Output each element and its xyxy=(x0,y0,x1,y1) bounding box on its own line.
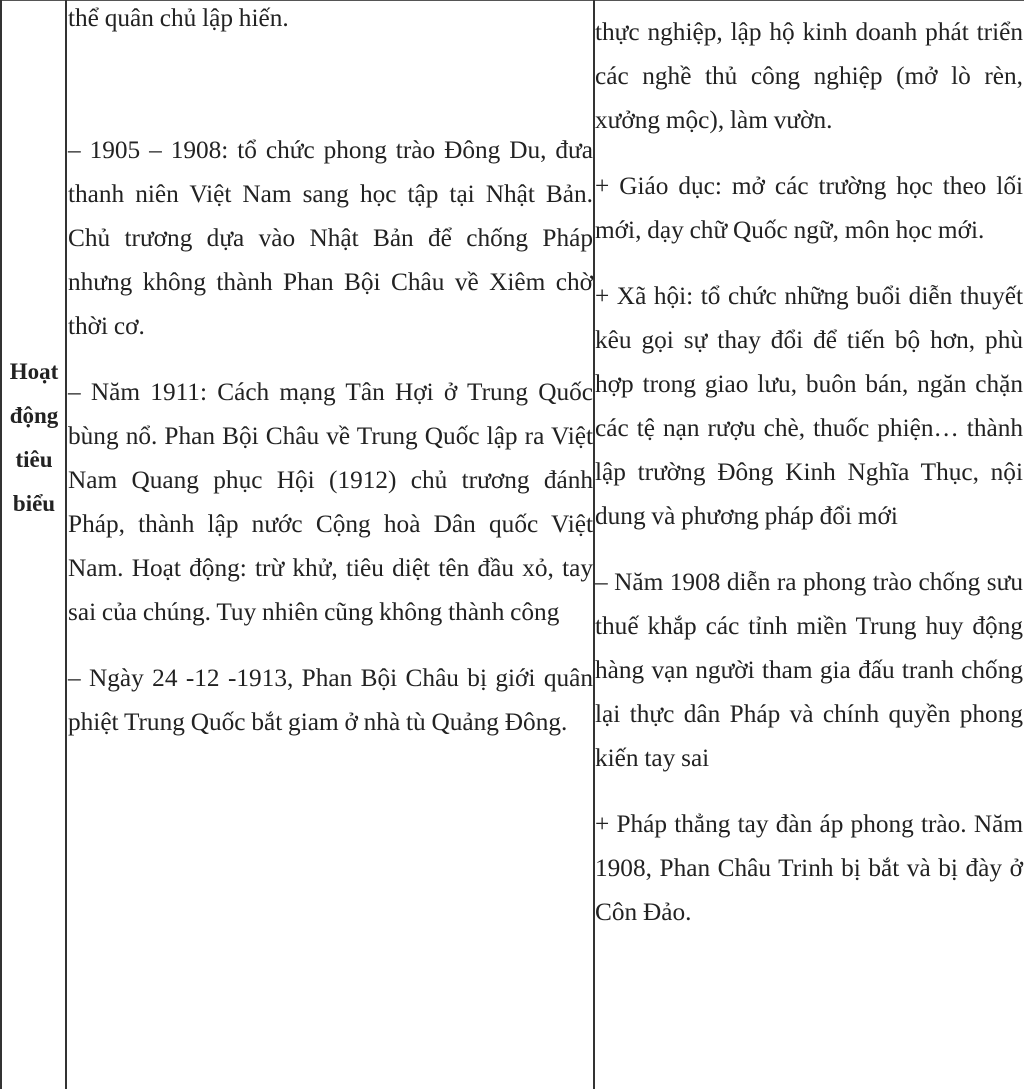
right-paragraph-1: thực nghiệp, lập hộ kinh doanh phát triển các nghề thủ công nghiệp (mở lò rèn, xưởng mộc), làm vườn. xyxy=(595,18,1023,134)
middle-paragraph-2: – 1905 – 1908: tổ chức phong trào Đông Du, đưa thanh niên Việt Nam sang học tập tại Nhật Bản. Chủ trương dựa vào Nhật Bản để chống Pháp nhưng không thành Phan Bội Châu về Xiêm chờ thời cơ. xyxy=(68,136,593,340)
table-left-border xyxy=(0,0,2,1089)
row-label: Hoạt động tiêu biểu xyxy=(9,359,59,516)
middle-paragraph-4: – Ngày 24 -12 -1913, Phan Bội Châu bị giới quân phiệt Trung Quốc bắt giam ở nhà tù Quảng Đông. xyxy=(68,664,593,736)
right-paragraph-4: – Năm 1908 diễn ra phong trào chống sưu thuế khắp các tỉnh miền Trung huy động hàng vạn người tham gia đấu tranh chống lại thực dân Pháp và chính quyền phong kiến tay sai xyxy=(595,568,1023,772)
middle-paragraph-3: – Năm 1911: Cách mạng Tân Hợi ở Trung Quốc bùng nổ. Phan Bội Châu về Trung Quốc lập ra Việt Nam Quang phục Hội (1912) chủ trương đánh Pháp, thành lập nước Cộng hoà Dân quốc Việt Nam. Hoạt động: trừ khử, tiêu diệt tên đầu xỏ, tay sai của chúng. Tuy nhiên cũng không thành công xyxy=(68,378,593,626)
right-paragraph-5: + Pháp thẳng tay đàn áp phong trào. Năm 1908, Phan Châu Trinh bị bắt và bị đày ở Côn Đảo. xyxy=(595,810,1023,926)
middle-column-cell xyxy=(68,0,593,744)
right-paragraph-3: + Xã hội: tổ chức những buổi diễn thuyết kêu gọi sự thay đổi để tiến bộ hơn, phù hợp trong giao lưu, buôn bán, ngăn chặn các tệ nạn rượu chè, thuốc phiện… thành lập trường Đông Kinh Nghĩa Thục, nội dung và phương pháp đổi mới xyxy=(595,282,1023,530)
right-column-cell xyxy=(595,10,1023,934)
middle-paragraph-1: thể quân chủ lập hiến. xyxy=(68,4,289,32)
right-paragraph-2: + Giáo dục: mở các trường học theo lối mới, dạy chữ Quốc ngữ, môn học mới. xyxy=(595,172,1023,244)
column-divider-1 xyxy=(65,0,67,1089)
